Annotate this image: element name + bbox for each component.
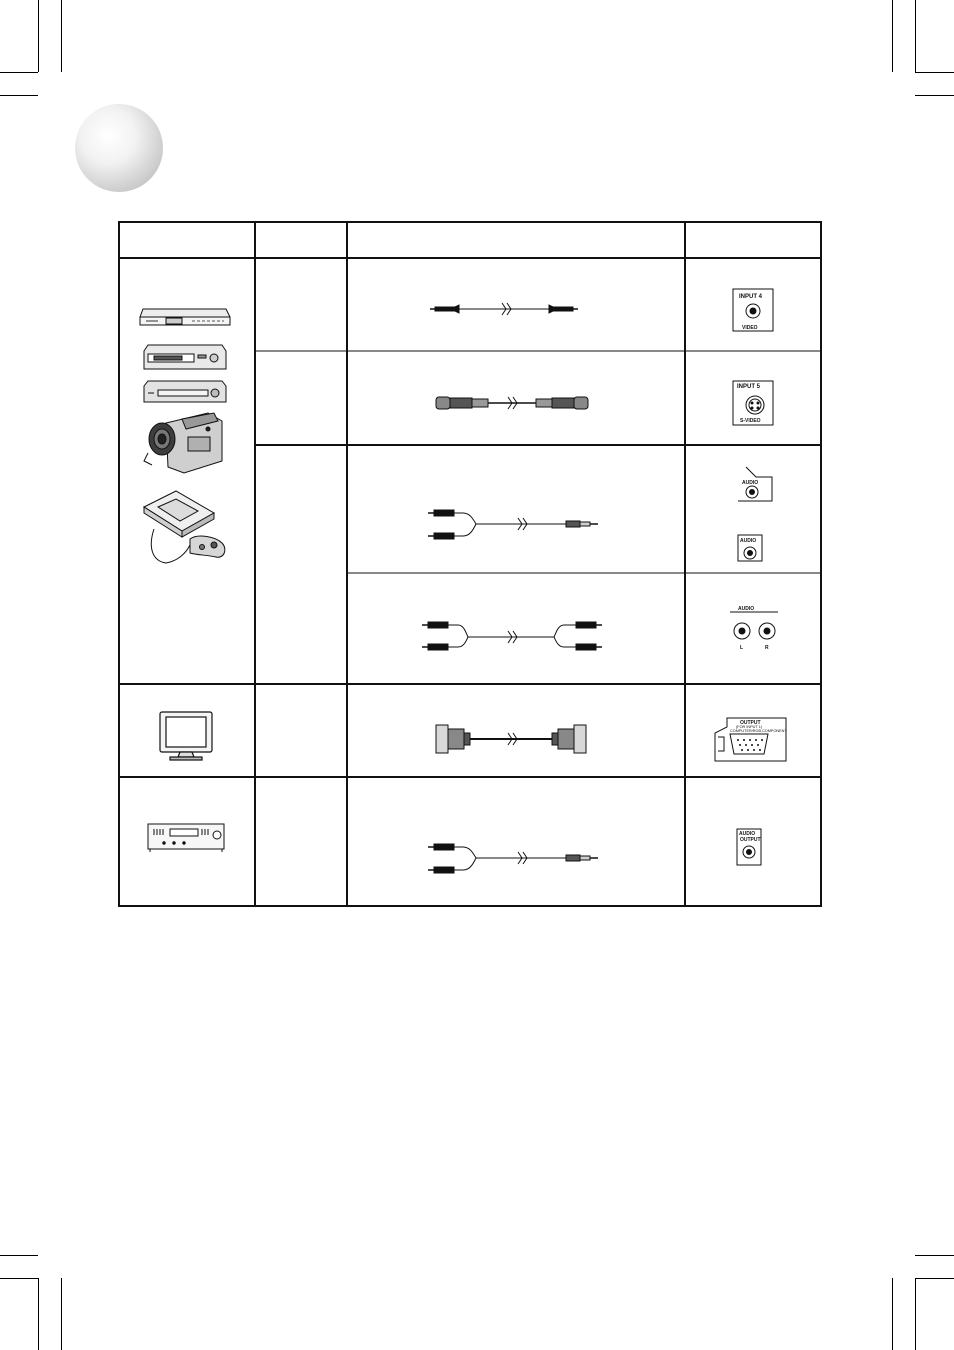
- audio-right-label: R: [765, 645, 769, 651]
- dvd-recorder-icon: [144, 381, 226, 402]
- audio-output-sub-label: OUTPUT: [740, 837, 761, 843]
- crop-mark: [915, 1278, 954, 1279]
- crop-mark: [61, 0, 62, 72]
- crop-mark: [0, 1278, 38, 1279]
- crop-mark: [0, 95, 38, 96]
- s-video-label: S-VIDEO: [740, 418, 761, 424]
- game-console-icon: [144, 491, 225, 563]
- section-marker-circle: [75, 104, 163, 192]
- crop-mark: [892, 1278, 893, 1350]
- crop-mark: [61, 1278, 62, 1350]
- crop-mark: [38, 1278, 39, 1350]
- input4-label: INPUT 4: [739, 294, 763, 300]
- dvd-player-icon: [140, 309, 230, 325]
- crop-mark: [915, 1255, 954, 1256]
- crop-mark: [892, 0, 893, 72]
- vcr-icon: [144, 345, 226, 369]
- monitor-icon: [160, 712, 212, 760]
- audio-amplifier-icon: [148, 824, 224, 852]
- audio-in-label: AUDIO: [742, 480, 759, 486]
- audio-in-label-2: AUDIO: [740, 538, 757, 544]
- rca-video-cable-icon: [430, 303, 578, 315]
- crop-mark: [915, 0, 916, 72]
- output-sub-label: (FOR INPUT 1): [736, 725, 763, 729]
- input5-label: INPUT 5: [737, 384, 761, 390]
- audio-output-cable-icon: [428, 844, 598, 873]
- crop-mark: [915, 95, 954, 96]
- audio-lr-label: AUDIO: [738, 606, 755, 612]
- video-label: VIDEO: [742, 325, 758, 331]
- audio-lr-jacks: [730, 612, 778, 639]
- rca-to-minijack-cable-icon: [428, 510, 598, 539]
- s-video-cable-icon: [436, 397, 588, 409]
- output-type-label: COMPUTER/RGB,COMPONENT: [730, 729, 787, 733]
- crop-mark: [38, 0, 39, 72]
- output-label: OUTPUT: [740, 720, 761, 726]
- crop-mark: [0, 1255, 38, 1256]
- rca-stereo-cable-icon: [422, 622, 602, 650]
- crop-mark: [915, 72, 954, 73]
- rgb-vga-cable-icon: [436, 725, 586, 753]
- connection-table: [118, 221, 822, 907]
- camcorder-icon: [144, 413, 222, 473]
- audio-output-label: AUDIO: [739, 831, 756, 837]
- audio-left-label: L: [740, 645, 744, 651]
- crop-mark: [915, 1278, 916, 1350]
- crop-mark: [0, 72, 38, 73]
